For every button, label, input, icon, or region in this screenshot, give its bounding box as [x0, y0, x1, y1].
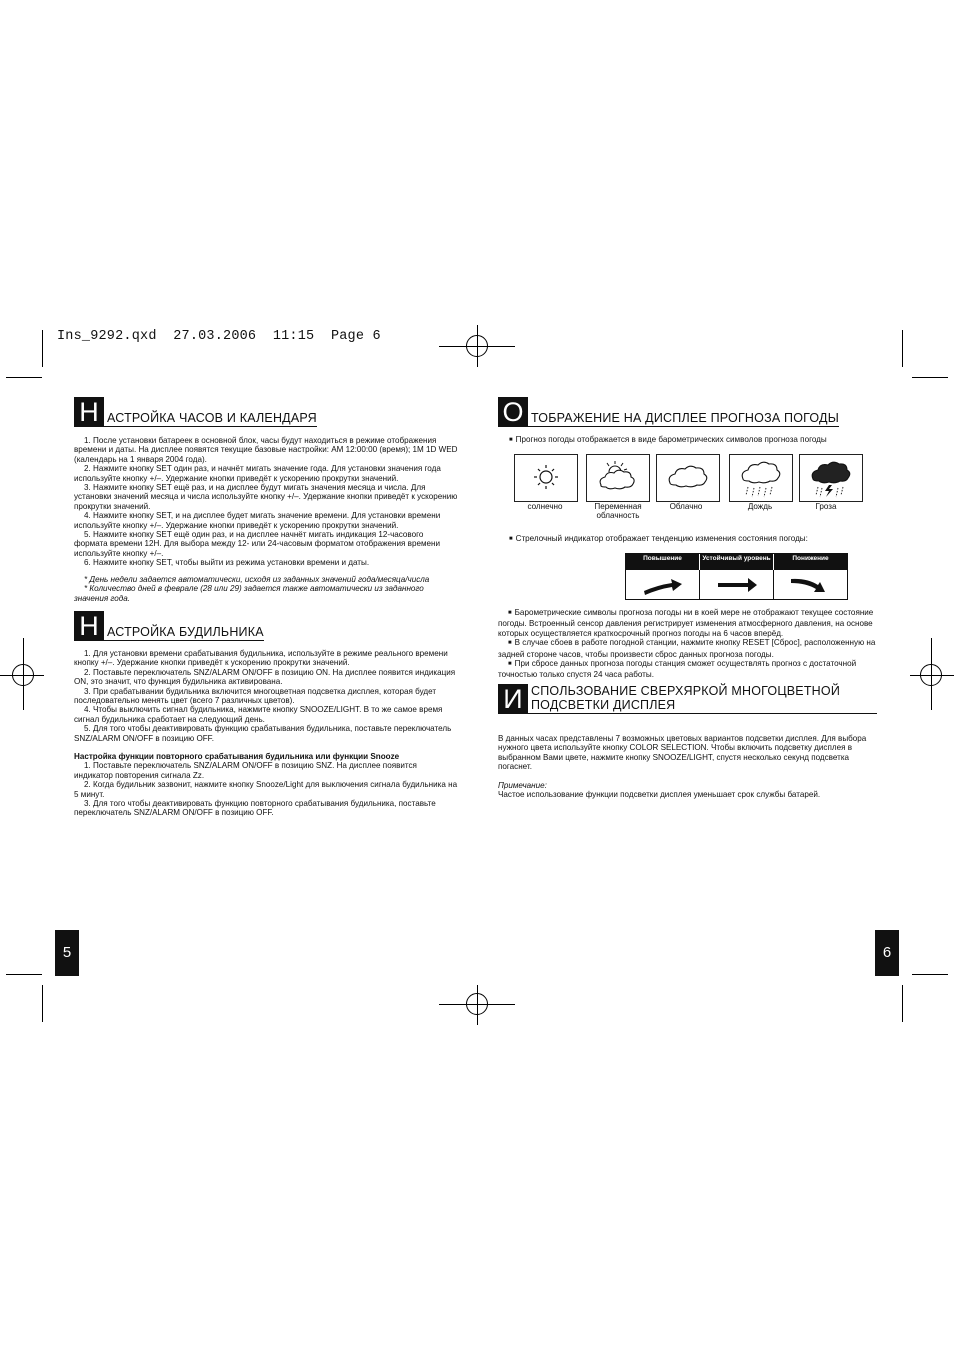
registration-circle — [920, 664, 942, 686]
trend-header-falling: Понижение — [792, 555, 829, 562]
cloud-icon — [656, 454, 720, 502]
paragraph: 1. Поставьте переключатель SNZ/ALARM ON/OFF в позицию SNZ. На дисплее появится индикатор повторения сигнала Zz. — [74, 761, 417, 780]
note: * Количество дней в феврале (28 или 29) задается также автоматически из заданного значения года. — [74, 584, 424, 603]
registration-circle — [466, 335, 488, 357]
paragraph: 1. Для установки времени срабатывания будильника, используйте в режиме реального времени кнопку +/–. Удержание кнопки приведёт к ускорению прокрутки значений. — [74, 649, 448, 668]
crop-mark — [6, 974, 42, 975]
registration-circle — [466, 993, 488, 1015]
heading-title: АСТРОЙКА БУДИЛЬНИКА — [104, 626, 264, 641]
crop-mark — [912, 377, 948, 378]
page-number-right: 6 — [875, 930, 899, 976]
snooze-heading: Настройка функции повторного срабатывания будильника или функции Snooze — [74, 752, 400, 761]
weather-label-partly-cloudy: Переменная облачность — [594, 502, 642, 521]
heading-initial: О — [498, 397, 528, 427]
steady-arrow-icon — [700, 570, 774, 599]
heading-title: СПОЛЬЗОВАНИЕ СВЕРХЯРКОЙ МНОГОЦВЕТНОЙ ПОДСВЕТКИ ДИСПЛЕЯ — [528, 684, 877, 714]
alarm-settings-body — [74, 649, 458, 743]
weather-label-cloudy: Облачно — [669, 502, 703, 511]
crop-mark — [912, 974, 948, 975]
trend-header-rising: Повышение — [626, 554, 700, 570]
paragraph: 3. Нажмите кнопку SET ещё раз, и на дисплее будут мигать значения месяца и числа. Для установки значений месяца и числа используйте кнопку +/–. Удержание кнопки приведёт к ускорению прокрутки значений. — [74, 483, 458, 511]
heading-initial: И — [498, 684, 528, 714]
paragraph: 3. Для того чтобы деактивировать функцию повторного срабатывания будильника, поставьте переключатель SNZ/ALARM ON/OFF в позицию OFF. — [74, 799, 436, 818]
note: * День недели задается автоматически, исходя из заданных значений года/месяца/числа — [84, 575, 430, 584]
weather-label-rain: Дождь — [747, 502, 773, 511]
crop-mark — [42, 985, 43, 1022]
note-text: Частое использование функции подсветки дисплея уменьшает срок службы батарей. — [498, 790, 821, 800]
trend-header-steady: Устойчивый уровень — [700, 554, 774, 570]
forecast-heading — [498, 397, 839, 427]
heading-initial: Н — [74, 397, 104, 427]
falling-arrow-icon — [774, 570, 847, 599]
snooze-section — [74, 752, 458, 818]
forecast-notes — [498, 608, 880, 680]
paragraph: 5. Для того чтобы деактивировать функцию срабатывания будильника, поставьте переключатель SNZ/ALARM ON/OFF в позицию OFF. — [74, 724, 452, 743]
trend-intro: ■ Стрелочный индикатор отображает тенденцию изменения состояния погоды: — [509, 534, 879, 545]
paragraph: 2. Нажмите кнопку SET один раз, и начнёт мигать значение года. Для установки значения года используйте кнопку +/–. Удержание кнопки приведёт к ускорению прокрутки значений. — [74, 464, 441, 483]
paragraph: ■ Барометрические символы прогноза погоды ни в коей мере не отображают текущее состояние погоды. Встроенный сенсор давления регистрирует изменения атмосферного давления, на основе которых осуществляется краткосрочный прогноз погоды на 6 часов вперёд. — [498, 608, 880, 638]
paragraph: ■ В случае сбоев в работе погодной станции, нажмите кнопку RESET [Сброс], расположенную на задней стороне часов, чтобы произвести сброс данных прогноза погоды. — [498, 638, 880, 659]
paragraph: 1. После установки батареек в основной блок, часы будут находиться в режиме отображения времени и даты. На дисплее появятся текущие базовые настройки: AM 12:00:00 (время); 1M 1D WED (календарь на 1 января 2004 года). — [74, 436, 458, 464]
paragraph: 4. Чтобы выключить сигнал будильника, нажмите кнопку SNOOZE/LIGHT. В то же самое время сигнал будильника сработает на следующий день. — [74, 705, 443, 724]
heading-title: АСТРОЙКА ЧАСОВ И КАЛЕНДАРЯ — [104, 412, 317, 427]
weather-label-sunny: солнечно — [527, 502, 563, 511]
registration-circle — [12, 664, 34, 686]
file-header: Ins_9292.qxd 27.03.2006 11:15 Page 6 — [57, 329, 381, 344]
crop-mark — [6, 377, 42, 378]
heading-initial: Н — [74, 611, 104, 641]
storm-icon — [799, 454, 863, 502]
page-number-left: 5 — [55, 930, 79, 976]
forecast-intro: ■ Прогноз погоды отображается в виде барометрических символов прогноза погоды — [509, 435, 879, 446]
alarm-settings-heading — [74, 611, 264, 641]
backlight-body: В данных часах представлены 7 возможных цветовых вариантов подсветки дисплея. Для выбора нужного цвета используйте кнопку COLOR SELECTION. Чтобы включить подсветку дисплея в выбранном Вами цвете, нажмите кнопку SNOOZE/LIGHT, спустя несколько секунд подсветка погаснет. — [498, 734, 867, 772]
paragraph: 3. При срабатывании будильника включится многоцветная подсветка дисплея, которая будет последовательно менять цвет (всего 7 различных цветов). — [74, 686, 437, 706]
backlight-note — [498, 781, 880, 800]
weather-label-storm: Гроза — [815, 502, 837, 511]
paragraph: 6. Нажмите кнопку SET, чтобы выйти из режима установки времени и даты. — [84, 558, 370, 568]
rain-icon — [729, 454, 793, 502]
clock-settings-heading — [74, 397, 317, 427]
crop-mark — [42, 330, 43, 367]
paragraph: 4. Нажмите кнопку SET, и на дисплее будет мигать значение времени. Для установки времени используйте кнопку +/–. Удержание кнопки приведёт к ускорению прокрутки значений. — [74, 511, 441, 530]
paragraph: 2. Поставьте переключатель SNZ/ALARM ON/OFF в позицию ON. На дисплее появится индикация ON, это значит, что функция будильника активирована. — [74, 667, 456, 687]
heading-title: ТОБРАЖЕНИЕ НА ДИСПЛЕЕ ПРОГНОЗА ПОГОДЫ — [528, 412, 839, 427]
partly-cloudy-icon — [586, 454, 650, 502]
clock-settings-body — [74, 436, 458, 568]
paragraph: 5. Нажмите кнопку SET ещё один раз, и на дисплее начнёт мигать индикация 12-часового формата времени 12H. Для выбора между 12- или 24-часовым форматом отображения времени используйте кнопку +/–. — [74, 530, 441, 558]
paragraph: ■ При сбросе данных прогноза погоды станция сможет осуществлять прогноз с достаточной точностью только спустя 24 часа работы. — [498, 659, 880, 680]
sun-icon — [514, 454, 578, 502]
trend-indicator-table — [625, 553, 848, 600]
crop-mark — [902, 330, 903, 367]
paragraph: 2. Когда будильник зазвонит, нажмите кнопку Snooze/Light для выключения сигнала будильника на 5 минут. — [74, 780, 458, 799]
rising-arrow-icon — [626, 570, 700, 599]
clock-notes — [74, 575, 458, 603]
note-label: Примечание: — [498, 781, 547, 790]
crop-mark — [902, 985, 903, 1022]
backlight-heading — [498, 684, 877, 714]
